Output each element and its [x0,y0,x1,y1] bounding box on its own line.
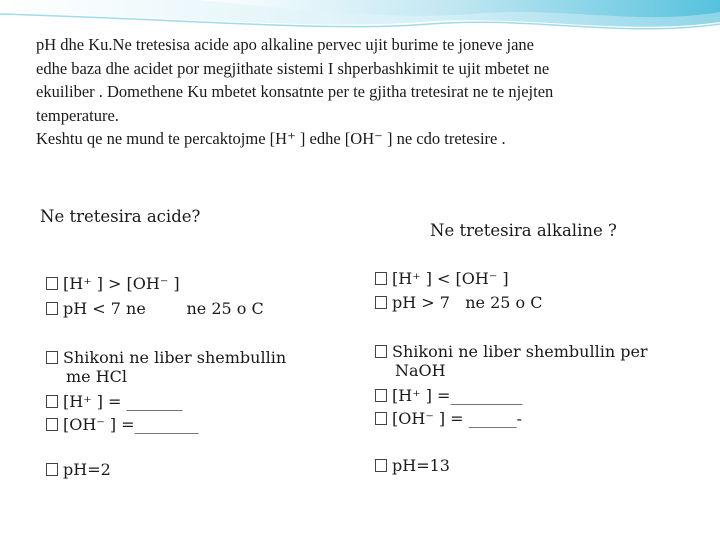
intro-text [36,33,676,151]
list-item-continuation: me HCl [66,367,128,386]
bullet-box-icon [375,272,387,285]
intro-line: ekuiliber . Domethene Ku mbetet konsatnte per te gjitha tretesirat ne te njejten [36,82,554,102]
list-item: pH < 7 ne ne 25 o C [46,298,264,319]
intro-line: pH dhe Ku.Ne tretesisa acide apo alkaline pervec ujit burime te joneve jane [36,35,535,54]
list-item: pH > 7 ne 25 o C [375,292,542,313]
list-item: pH=2 [46,459,111,480]
bullet-box-icon [375,389,387,402]
list-item: [OH⁻ ] =________ [46,414,199,435]
list-item: [H⁺ ] =_________ [375,385,522,406]
bullet-box-icon [375,345,387,358]
intro-line: temperature. [36,105,119,125]
list-item: Shikoni ne liber shembullin [46,347,286,368]
bullet-box-icon [375,412,387,425]
list-item: Shikoni ne liber shembullin per [375,341,648,362]
list-item: [H⁺ ] < [OH⁻ ] [375,268,509,289]
intro-line: edhe baza dhe acidet por megjithate sistemi I shperbashkimit te ujit mbetet ne [36,58,550,78]
list-item: [H⁺ ] > [OH⁻ ] [46,273,180,294]
bullet-box-icon [46,351,58,364]
bullet-box-icon [46,463,58,476]
bullet-box-icon [46,395,58,408]
bullet-box-icon [375,459,387,472]
list-item: pH=13 [375,455,450,476]
alkaline-heading: Ne tretesira alkaline ? [430,221,617,240]
bullet-box-icon [375,296,387,309]
list-item: [H⁺ ] = _______ [46,391,183,412]
list-item: [OH⁻ ] = ______- [375,408,522,429]
bullet-box-icon [46,302,58,315]
list-item-continuation: NaOH [395,361,446,380]
bullet-box-icon [46,418,58,431]
acidic-heading: Ne tretesira acide? [40,207,201,226]
bullet-box-icon [46,277,58,290]
intro-line: Keshtu qe ne mund te percaktojme [H⁺ ] edhe [OH⁻ ] ne cdo tretesire . [36,129,506,149]
